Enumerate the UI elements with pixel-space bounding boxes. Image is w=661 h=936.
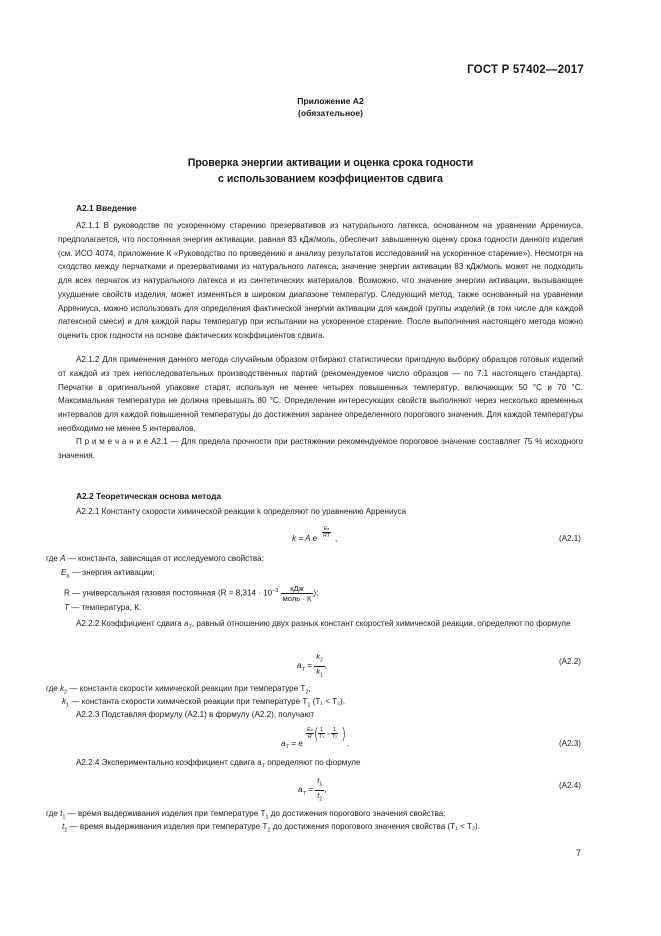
formula-a2-1-lhs: k = A e xyxy=(292,534,318,543)
formula-a2-3-exp-t1: 1 T1 xyxy=(319,727,325,740)
formula-a2-1 xyxy=(292,534,317,543)
appendix-type: (обязательное) xyxy=(297,108,364,118)
where-ea: $E_a$ — энергия активации; xyxy=(61,568,155,580)
formula-a2-2: $a_T$ = $\frac{k_2}{k_1}$ , xyxy=(297,652,328,679)
formula-a2-3-number: (А2.3) xyxy=(558,739,581,748)
formula-a2-3-exp-t2: 1 T2 xyxy=(332,727,338,740)
formula-a2-3-tail: . xyxy=(347,739,350,748)
section-title-line2: с использованием коэффициентов сдвига xyxy=(218,173,443,185)
page-number: 7 xyxy=(575,848,581,858)
paragraph-a2-2-4: А2.2.4 Экспериментально коэффициент сдвига $a_T$ определяют по формуле xyxy=(76,758,361,770)
paragraph-a2-2-3: А2.2.3 Подставляя формулу (А2.1) в формулу (А2.2), получают xyxy=(76,710,315,719)
appendix-title: Приложение А2 xyxy=(297,96,364,106)
formula-a2-4-number: (А2.4) xyxy=(558,781,581,790)
subscript-t: T xyxy=(188,624,192,631)
where-k1: $k_1$ — константа скорости химической реакции при температуре $T_1$ (T₁ < T₂). xyxy=(62,697,346,709)
paragraph-a2-1-1: А2.1.1 В руководстве по ускоренному старению презервативов из натурального латекса, основанном на уравнении Аррениуса, предполагается, что постоянная энергия активации, равная 83 кДж/моль, обеспечит завышенную оценку срока годности данного изделия (см. ИСО 4074, приложение К «Руководство по проведению и анализу результатов исследований на ускоренное старение»). Несмотря на сходство между перчатками и презервативами из натурального латекса, значение энергии активации 83 кДж/моль может не подходить для всех перчаток из натурального латекса и из синтетических материалов. Возможно, что значение энергии активации, вызывающее ухудшение свойств изделия, может изменяться в широком диапазоне температур. Следующий метод, также основанный на уравнении Аррениуса, можно использовать для определения фактической энергии активации для каждой группы изделий (в том числе для каждой латексной смеси) и для каждой пары температур при испытании на ускоренное старение. После выполнения настоящего метода можно оценить срок годности на основе фактических коэффициентов сдвига. xyxy=(58,221,583,340)
formula-a2-2-number: (А2.2) xyxy=(558,657,581,666)
formula-a2-1-exponent: Ea RT xyxy=(323,526,330,539)
note-label: П р и м е ч а н и е xyxy=(76,437,149,446)
formula-a2-4: $a_T$ = $\frac{t_1}{t_2}$ , xyxy=(298,776,327,803)
standard-number: ГОСТ Р 57402—2017 xyxy=(467,64,584,76)
note-text: А2.1 — Для предела прочности при растяжении рекомендуемое пороговое значение составляет 75 % исходного значения. xyxy=(58,437,583,460)
where-t: T — температура, К. xyxy=(64,603,142,612)
where-r: R — универсальная газовая постоянная ($R = 8,314 \cdot 10^{-3}$ $\frac{\text{кДж}}{\text{моль · К}}$ ); xyxy=(64,584,319,603)
formula-a2-1-tail: , xyxy=(335,534,338,543)
where-a: где A — константа, зависящая от исследуемого свойства; xyxy=(46,554,264,563)
paragraph-a2-2-1: А2.2.1 Константу скорости химической реакции k определяют по уравнению Аррениуса xyxy=(76,507,407,516)
where-k2: где $k_2$ — константа скорости химической реакции при температуре $T_2$; xyxy=(46,684,311,696)
paragraph-a2-2-2: А2.2.2 Коэффициент сдвига $a_T$, равный отношению двух разных констант скоростей химической реакции, определяют по формуле xyxy=(76,619,571,631)
formula-a2-3: $a_T = e$ xyxy=(281,739,303,751)
subscript-t: T xyxy=(261,763,266,770)
heading-theory: А2.2 Теоретическая основа метода xyxy=(76,491,222,501)
gas-constant-unit: $\frac{\text{кДж}}{\text{моль · К}}$ xyxy=(282,584,312,603)
heading-introduction: А2.1 Введение xyxy=(76,203,137,213)
note xyxy=(58,435,583,463)
where-t2: $t_2$ — время выдерживания изделия при температуре $T_2$ до достижения порогового значения свойства (T₁ < T₂). xyxy=(62,822,480,834)
formula-a2-3-brackets xyxy=(314,726,350,742)
paragraph-a2-1-2: А2.1.2 Для применения данного метода случайным образом отбирают статистически пригодную выборку образцов готовых изделий от каждой из трех непоследовательных производственных партий (рекомендуемое число образцов — по 7.1 настоящего стандарта). Перчатки в оригинальной упаковке старят, используя не менее четырех повышенных температур, включающих 50 °С и 70 °С. Максимальная температура не должна превышать 80 °С. Определение интересующих свойств выполняют через несколько временных интервалов для каждой повышенной температуры до достижения заранее определенного порогового значения. Для каждой температуры необходимо не менее 5 интервалов. xyxy=(58,355,583,433)
formula-a2-1-number: (А2.1) xyxy=(558,534,581,543)
where-t1: где $t_1$ — время выдерживания изделия при температуре $T_1$ до достижения порогового значения свойства; xyxy=(46,809,446,821)
formula-a2-3-exp-ea-r: Ea R xyxy=(307,727,313,740)
section-title-line1: Проверка энергии активации и оценка срока годности xyxy=(187,157,474,169)
